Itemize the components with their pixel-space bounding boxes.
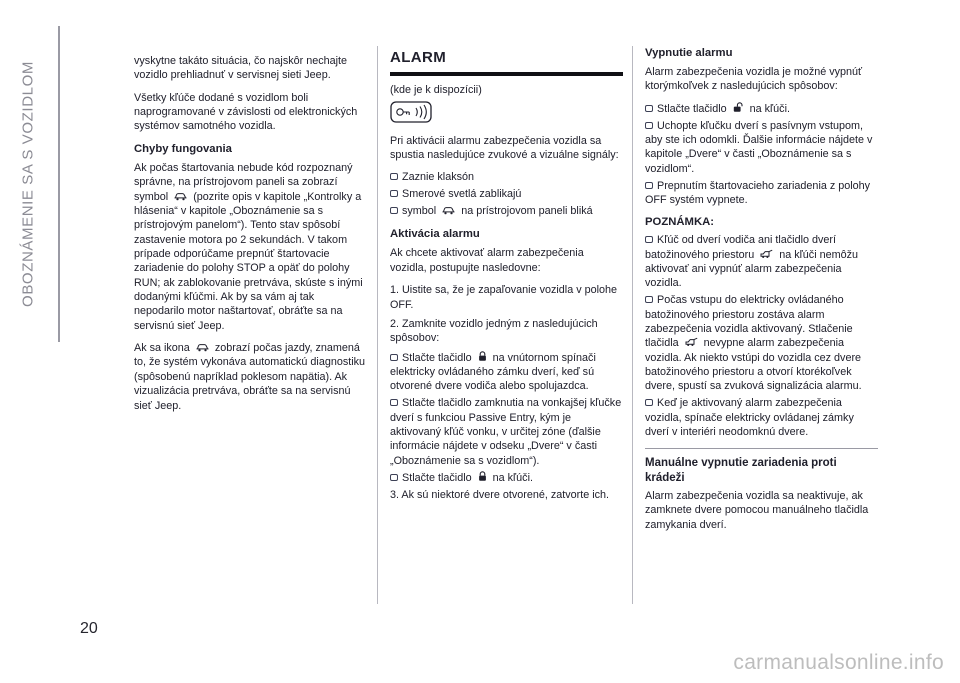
bullet-square-icon <box>390 474 398 481</box>
liftgate-button-icon <box>685 336 698 350</box>
paragraph: Alarm zabezpečenia vozidla je možné vypnúť ktorýmkoľvek z nasledujúcich spôsobov: <box>645 66 863 93</box>
text: symbol <box>402 205 440 218</box>
text: Stlačte tlačidlo <box>402 351 475 364</box>
paragraph: Všetky kľúče dodané s vozidlom boli naprogramované v závislosti od elektronických systémov samotného vozidla. <box>134 91 358 133</box>
bullet-square-icon <box>645 182 653 189</box>
text: Ak počas štartovania nebude kód rozpoznaný správne, na prístrojovom paneli sa zobrazí symbol <box>134 161 353 203</box>
text: nevypne alarm zabezpečenia vozidla. Ak niekto vstúpi do vozidla cez dvere batožinového priestoru a otvorí ktorékoľvek dvere, spustí sa zvuková signalizácia alarmu. <box>645 337 862 393</box>
text: na vnútornom spínači elektricky ovládaného zámku dverí, keď sú otvorené dvere vodiča alebo spolujazdca. <box>390 351 596 393</box>
step-item: 1. Uistite sa, že je zapaľovanie vozidla v polohe OFF. <box>390 284 618 311</box>
lock-button-icon <box>478 471 487 485</box>
text: Stlačte tlačidlo <box>657 102 730 115</box>
section-rule <box>645 448 878 532</box>
heading-malfunctions: Chyby fungovania <box>134 142 232 155</box>
bullet-square-icon <box>645 399 653 406</box>
heading-alarm-deactivation: Vypnutie alarmu <box>645 47 733 59</box>
bullet-square-icon <box>645 122 653 129</box>
list-item <box>645 119 878 176</box>
text: na kľúči. <box>489 471 533 484</box>
immobilizer-warning-icon <box>174 190 187 204</box>
chapter-ribbon <box>8 26 48 342</box>
column-left <box>134 54 367 421</box>
paragraph: Pri aktivácii alarmu zabezpečenia vozidla sa spustia nasledujúce zvukové a vizuálne signály: <box>390 134 619 162</box>
paragraph <box>134 341 367 413</box>
page-number: 20 <box>80 620 98 637</box>
list-item <box>390 396 623 468</box>
paragraph: Alarm zabezpečenia vozidla sa neaktivuje, ak zamknete dvere pomocou manuálneho tlačidla zamykania dverí. <box>645 490 869 531</box>
list-item <box>390 170 623 184</box>
column-center <box>390 48 623 507</box>
text: Keď je aktivovaný alarm zabezpečenia vozidla, spínače elektricky ovládanej zámky dverí v interiéri neodomknú dvere. <box>645 397 854 438</box>
text: Smerové svetlá zablikajú <box>402 188 522 201</box>
heading-alarm: ALARM <box>390 48 623 76</box>
list-item <box>390 471 623 485</box>
paragraph: Ak chcete aktivovať alarm zabezpečenia vozidla, postupujte nasledovne: <box>390 247 584 274</box>
text: Stlačte tlačidlo zamknutia na vonkajšej kľučke dverí s funkciou Passive Entry, kým je aktivovaný kľúč vonku, v určitej zóne (ďalšie informácie nájdete v odseku „Dvere“ v časti „Oboznámenie sa s vozidlom“). <box>390 397 622 467</box>
bullet-square-icon <box>390 173 398 180</box>
text: (pozrite opis v kapitole „Kontrolky a hlásenia“ v kapitole „Oboznámenie sa s prístrojovým panelom“). Tento stav spôsobí zastavenie motora po 2 sekundách. V takom prípade odporúčame prepnúť štartovacie zariadenie do polohy STOP a opäť do polohy RUN; ak zablokovanie pretrváva, skúste s inými dodanými kľúčmi. Ak by sa vám aj tak nepodarilo motor naštartovať, obráťte sa na servisnú sieť Jeep. <box>134 190 363 332</box>
bullet-square-icon <box>645 296 653 303</box>
column-divider-1 <box>377 46 378 604</box>
liftgate-button-icon <box>760 248 773 262</box>
list-item <box>645 102 878 116</box>
step-item: 2. Zamknite vozidlo jedným z nasledujúcich spôsobov: <box>390 317 598 345</box>
paragraph: vyskytne takáto situácia, čo najskôr nechajte vozidlo prehliadnuť v servisnej sieti Jeep. <box>134 55 348 82</box>
text: Prepnutím štartovacieho zariadenia z polohy OFF systém vypnete. <box>645 179 871 206</box>
chapter-ribbon-rule <box>58 26 60 342</box>
step-item: 3. Ak sú niektoré dvere otvorené, zatvorte ich. <box>390 488 610 501</box>
column-right <box>645 46 878 540</box>
list-item <box>645 396 878 439</box>
key-fob-alarm-icon <box>390 101 623 127</box>
note-label: POZNÁMKA: <box>645 216 715 229</box>
bullet-square-icon <box>390 399 398 406</box>
text: na prístrojovom paneli bliká <box>458 205 593 218</box>
heading-manual-deactivation: Manuálne vypnutie zariadenia proti krádeži <box>645 457 837 484</box>
unlock-button-icon <box>733 102 744 116</box>
text: Zaznie klaksón <box>402 171 475 184</box>
list-item <box>645 233 878 290</box>
immobilizer-warning-icon <box>442 204 455 218</box>
list-item <box>390 351 623 394</box>
immobilizer-warning-icon <box>196 341 209 355</box>
watermark: carmanualsonline.info <box>733 651 944 674</box>
bullet-square-icon <box>390 354 398 361</box>
alarm-availability-note: (kde je k dispozícii) <box>390 83 482 96</box>
text: Ak sa ikona <box>134 342 193 355</box>
text: na kľúči. <box>746 102 790 115</box>
bullet-square-icon <box>645 236 653 243</box>
list-item <box>645 179 878 208</box>
chapter-title-vertical: OBOZNÁMENIE SA S VOZIDLOM <box>19 61 37 307</box>
bullet-square-icon <box>390 190 398 197</box>
text: Stlačte tlačidlo <box>402 471 475 484</box>
heading-alarm-activation: Aktivácia alarmu <box>390 228 480 241</box>
text: Počas vstupu do elektricky ovládaného batožinového priestoru zostáva alarm zabezpečenia vozidla aktivovaný. Stlačenie tlačidla <box>645 294 853 350</box>
bullet-square-icon <box>390 207 398 214</box>
text: Uchopte kľučku dverí s pasívnym vstupom, aby ste ich odomkli. Ďalšie informácie nájdete v kapitole „Dvere“ v časti „Oboznámenie sa s vozidlom“. <box>645 119 873 175</box>
text: na kľúči nemôžu aktivovať ani vypnúť alarm zabezpečenia vozidla. <box>645 248 859 290</box>
list-item <box>390 204 623 218</box>
list-item <box>645 293 878 394</box>
lock-button-icon <box>478 351 487 365</box>
column-divider-2 <box>632 46 633 604</box>
text: Kľúč od dverí vodiča ani tlačidlo dverí batožinového priestoru <box>645 234 836 261</box>
text: zobrazí počas jazdy, znamená to, že systém vykonáva automatickú diagnostiku (spôsobenú napríklad poklesom napätia). Ak vizualizácia pretrváva, obráťte sa na servisnú sieť Jeep. <box>134 342 366 412</box>
paragraph <box>134 161 367 333</box>
bullet-square-icon <box>645 105 653 112</box>
list-item <box>390 187 623 201</box>
